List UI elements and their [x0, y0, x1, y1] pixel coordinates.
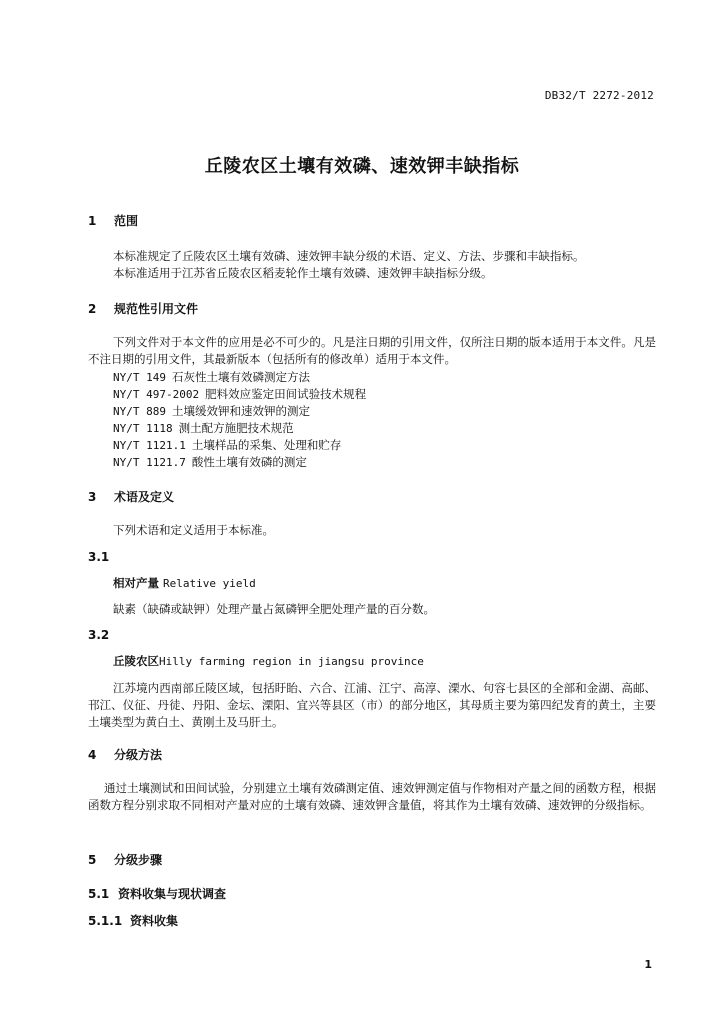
section-number: 1: [88, 214, 97, 228]
document-title: 丘陵农区土壤有效磷、速效钾丰缺指标: [204, 156, 520, 177]
references-intro: 下列文件对于本文件的应用是必不可少的。凡是注日期的引用文件，仅所注日期的版本适用于本文件。凡是不注日期的引用文件，其最新版本（包括所有的修改单）适用于本文件。: [88, 335, 656, 366]
reference-name: 测土配方施肥技术规范: [178, 421, 294, 435]
reference-code: NY/T 149: [113, 371, 166, 384]
section-title: 规范性引用文件: [114, 302, 199, 316]
subsection-number: 5.1: [88, 887, 110, 901]
subsection-5-1-heading: [88, 885, 226, 902]
subsection-title: 资料收集: [130, 914, 179, 928]
section-number: 4: [88, 748, 97, 762]
term-name-en: Hilly farming region in jiangsu province: [159, 655, 424, 668]
reference-item: [113, 403, 310, 419]
reference-code: NY/T 1118: [113, 422, 173, 435]
reference-code: NY/T 1121.7: [113, 456, 186, 469]
subsection-number: 5.1.1: [88, 914, 123, 928]
section-1-heading: [88, 212, 138, 229]
standard-code: DB32/T 2272-2012: [544, 89, 654, 102]
section-title: 术语及定义: [114, 490, 175, 504]
section-3-heading: [88, 488, 174, 505]
term-name-cn: 丘陵农区: [113, 654, 159, 668]
subsection-title: 资料收集与现状调查: [118, 887, 227, 901]
term-definition: 缺素（缺磷或缺钾）处理产量占氮磷钾全肥处理产量的百分数。: [113, 602, 435, 616]
reference-item: [113, 437, 341, 453]
reference-name: 土壤缓效钾和速效钾的测定: [171, 404, 310, 418]
section-5-heading: [88, 851, 162, 868]
reference-name: 土壤样品的采集、处理和贮存: [191, 438, 342, 452]
term-definition: 江苏境内西南部丘陵区域，包括盱眙、六合、江浦、江宁、高淳、溧水、句容七县区的全部和金湖、高邮、邗江、仪征、丹徒、丹阳、金坛、溧阳、宜兴等县区（市）的部分地区，其母质主要为第四纪发育的黄土，主要土壤类型为黄白土、黄刚土及马肝土。: [88, 681, 656, 729]
reference-name: 酸性土壤有效磷的测定: [191, 455, 307, 469]
reference-code: NY/T 889: [113, 405, 166, 418]
reference-item: [113, 454, 307, 470]
reference-name: 肥料效应鉴定田间试验技术规程: [205, 387, 367, 401]
section-number: 2: [88, 302, 97, 316]
reference-code: NY/T 1121.1: [113, 439, 186, 452]
section-title: 分级步骤: [114, 853, 163, 867]
reference-item: [113, 386, 366, 402]
section-number: 3: [88, 490, 97, 504]
term-name: [113, 575, 256, 591]
reference-item: [113, 369, 310, 385]
term-name-en: Relative yield: [163, 577, 256, 590]
terms-intro: 下列术语和定义适用于本标准。: [113, 523, 274, 537]
page-number: 1: [644, 958, 652, 971]
reference-name: 石灰性土壤有效磷测定方法: [171, 370, 310, 384]
term-name-cn: 相对产量: [113, 576, 159, 590]
reference-code: NY/T 497-2002: [113, 388, 200, 401]
section-4-heading: [88, 746, 162, 763]
term-name: [113, 653, 424, 669]
term-id: 3.1: [88, 550, 110, 564]
scope-line-1: 本标准规定了丘陵农区土壤有效磷、速效钾丰缺分级的术语、定义、方法、步骤和丰缺指标。: [113, 249, 585, 263]
section-number: 5: [88, 853, 97, 867]
reference-item: [113, 420, 294, 436]
grading-method-text: 通过土壤测试和田间试验，分别建立土壤有效磷测定值、速效钾测定值与作物相对产量之间的函数方程，根据函数方程分别求取不同相对产量对应的土壤有效磷、速效钾含量值，将其作为土壤有效磷、速效钾的分级指标。: [88, 781, 656, 812]
section-2-heading: [88, 300, 198, 317]
term-id: 3.2: [88, 628, 110, 642]
section-title: 范围: [114, 214, 139, 228]
section-title: 分级方法: [114, 748, 163, 762]
subsection-5-1-1-heading: [88, 912, 178, 929]
scope-line-2: 本标准适用于江苏省丘陵农区稻麦轮作土壤有效磷、速效钾丰缺指标分级。: [113, 266, 493, 280]
